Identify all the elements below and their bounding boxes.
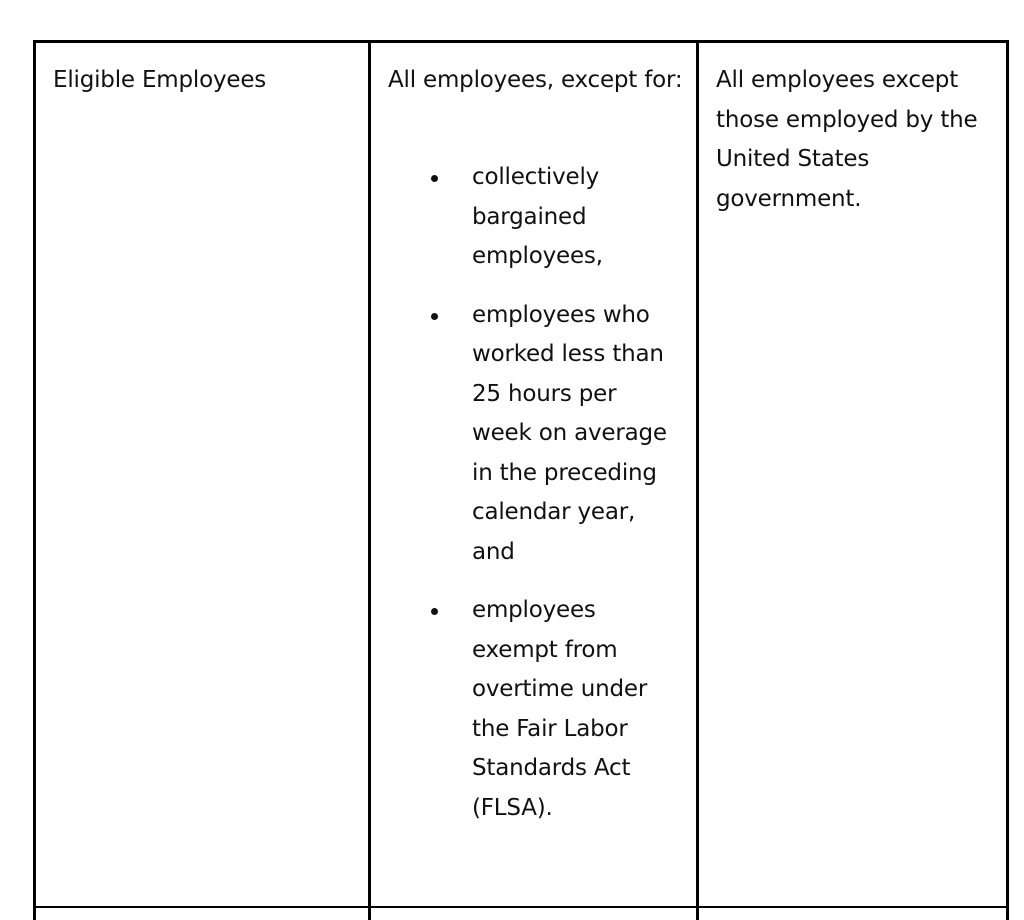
- list-item: [430, 296, 690, 573]
- list-item-text: collectively bargained employees,: [472, 164, 603, 269]
- table-row-divider: [33, 906, 1009, 908]
- table-right-border: [1006, 40, 1009, 920]
- row-label-eligible-employees: Eligible Employees: [53, 67, 267, 93]
- table-left-border: [33, 40, 36, 920]
- list-item: [430, 158, 690, 277]
- column-c-text: All employees except those employed by the United States government.: [716, 67, 978, 212]
- table-top-border: [33, 40, 1009, 43]
- list-item-text: employees who worked less than 25 hours per week on average in the preceding calendar year, and: [472, 301, 667, 565]
- bullet-icon: [431, 608, 438, 615]
- column-divider-1: [368, 40, 371, 920]
- bullet-icon: [431, 313, 438, 320]
- list-item-text: employees exempt from overtime under the Fair Labor Standards Act (FLSA).: [472, 597, 648, 821]
- exception-list: [430, 158, 690, 847]
- bullet-icon: [431, 175, 438, 182]
- column-b-intro: All employees, except for:: [388, 67, 683, 93]
- column-divider-2: [696, 40, 699, 920]
- list-item: [430, 591, 690, 828]
